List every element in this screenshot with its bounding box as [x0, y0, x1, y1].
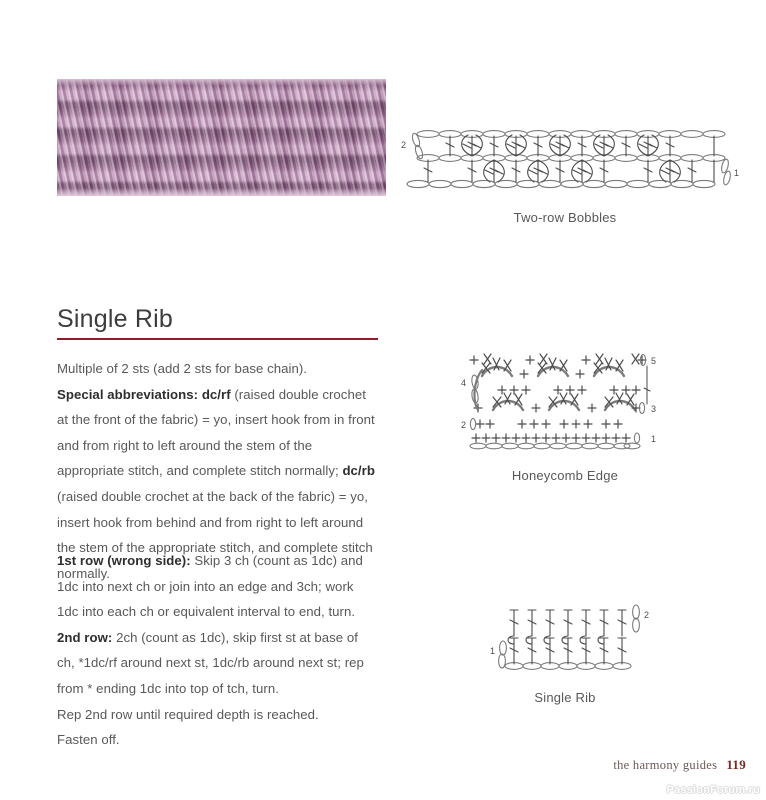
row-number-1: 1: [490, 646, 496, 656]
single-rib-crochet-swatch: [57, 79, 386, 196]
row4-dc-groups: [498, 386, 640, 394]
site-watermark: PassionForum.ru: [666, 784, 760, 796]
swatch-texture: [57, 79, 386, 196]
row-number-2: 2: [401, 140, 407, 150]
special-abbreviations-label: Special abbreviations:: [57, 386, 199, 402]
abbr-dcrf-bold: dc/rf: [201, 386, 231, 402]
row2-paragraph: [57, 625, 378, 702]
page-number: 119: [726, 757, 746, 772]
row2-raised-posts: [508, 610, 626, 644]
caption-honeycomb-edge: Honeycomb Edge: [511, 468, 619, 483]
heading-divider: [57, 338, 378, 340]
turning-chain-right: [720, 158, 731, 185]
caption-two-row-bobbles: Two-row Bobbles: [513, 210, 617, 225]
row5-fan-crosses: [470, 354, 646, 378]
fasten-off-line: Fasten off.: [57, 732, 120, 748]
dc-posts-upper: [446, 136, 714, 156]
row-number-4: 4: [461, 378, 467, 388]
row1-paragraph: [57, 548, 378, 625]
row5-arches: [482, 367, 624, 376]
multiple-line: Multiple of 2 sts (add 2 sts for base chain).: [57, 361, 307, 376]
row3-arches: [493, 401, 635, 410]
row2-text: 2ch (count as 1dc), skip first st at base of ch, *1dc/rf around next st, 1dc/rb around next st; rep from * ending 1dc into top of tch, turn.: [57, 629, 364, 696]
row-number-1: 1: [734, 168, 740, 178]
row-number-5: 5: [651, 356, 657, 366]
turning-chain-right: [633, 605, 640, 632]
swatch-bottom-edge: [57, 188, 386, 196]
diagram-two-row-bobbles: [398, 126, 743, 198]
bobble-cluster-upper: [462, 135, 659, 156]
abbr-dcrb-desc: (raised double crochet at the back of the fabric) = yo, insert hook from behind and from right to left around the stem of the appropriate stitch, and complete stitch normally.: [57, 488, 373, 581]
pattern-rows-text: [57, 548, 378, 753]
row-number-2: 2: [461, 420, 467, 430]
row-number-3: 3: [651, 404, 657, 414]
row1-text: Skip 3 ch (count as 1dc) and 1dc into next ch or join into an edge and 3ch; work 1dc into each ch or equivalent interval to end, turn.: [57, 553, 363, 620]
right-edge-chains: [634, 355, 650, 444]
row1-dc-posts: [510, 638, 626, 664]
caption-single-rib: Single Rib: [534, 690, 596, 705]
diagram-single-rib: [486, 602, 656, 674]
foundation-chain: [470, 443, 640, 449]
row1-dc-crosses: [472, 434, 630, 442]
turning-chain-left: [499, 641, 507, 668]
row2-dc-groups: [476, 420, 622, 428]
middle-chain-row: [417, 155, 725, 162]
swatch-top-edge: [57, 79, 386, 85]
row2-label: 2nd row:: [57, 629, 113, 645]
row-number-1: 1: [651, 434, 657, 444]
book-title: the harmony guides: [613, 758, 718, 772]
foundation-chain: [407, 180, 715, 187]
repeat-line: Rep 2nd row until required depth is reached.: [57, 706, 319, 722]
top-chain-row: [417, 131, 725, 138]
row-number-2: 2: [644, 610, 650, 620]
page-footer: [613, 757, 746, 773]
abbr-dcrf-desc: (raised double crochet at the front of the fabric) = yo, insert hook from in front and from right to left around the stem of the appropriate stitch, and complete stitch normally;: [57, 386, 375, 479]
abbr-dcrb-bold: dc/rb: [342, 463, 375, 479]
page-title: Single Rib: [57, 305, 173, 333]
row1-label: 1st row (wrong side):: [57, 553, 191, 568]
diagram-honeycomb-edge: [460, 342, 675, 452]
